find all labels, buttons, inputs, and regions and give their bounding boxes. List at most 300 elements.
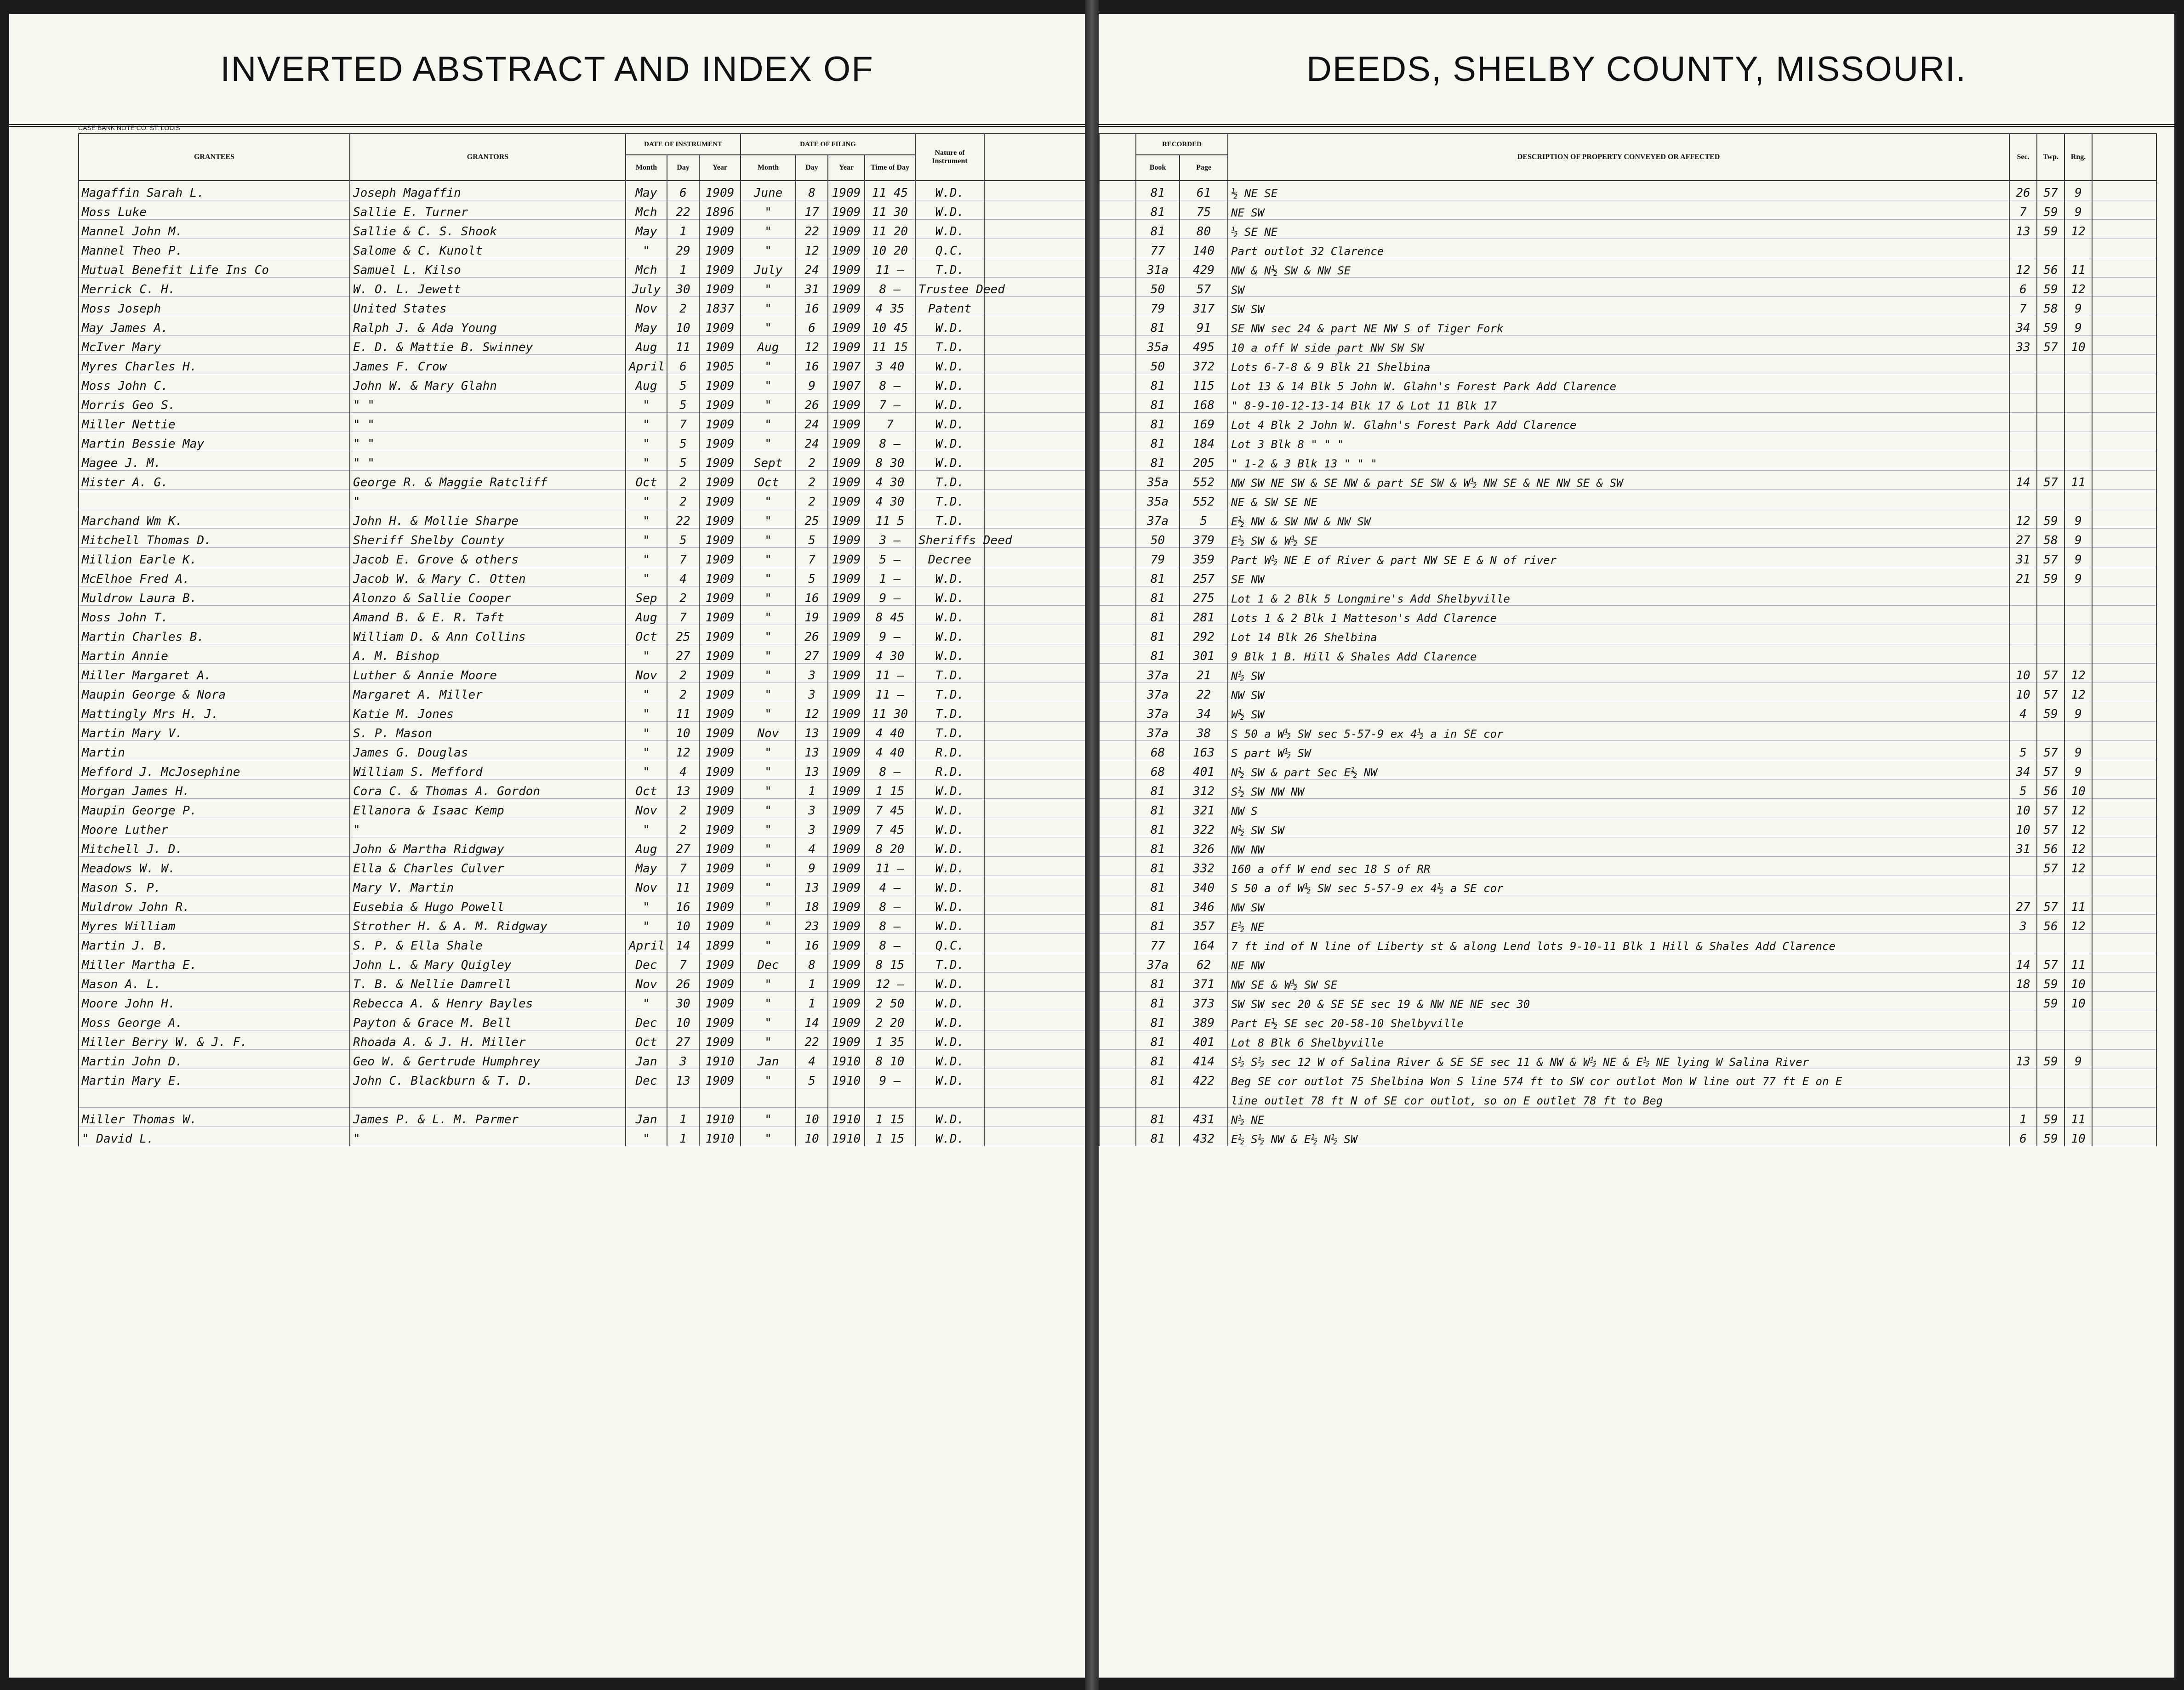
- table-row: [1099, 1069, 2156, 1088]
- cell-nature: T.D.: [915, 490, 984, 509]
- cell-blank: [2092, 973, 2156, 992]
- table-row: [1099, 413, 2156, 432]
- cell-fm: ": [741, 837, 796, 857]
- cell-id: 10: [667, 1011, 699, 1030]
- col-right-margin: [2092, 134, 2156, 181]
- cell-rng: 12: [2064, 818, 2092, 837]
- cell-fm: ": [741, 915, 796, 934]
- cell-rng: 10: [2064, 1127, 2092, 1146]
- cell-fy: 1909: [828, 239, 865, 258]
- cell-twp: [2037, 876, 2064, 895]
- cell-id: 7: [667, 548, 699, 567]
- printer-mark: CASE BANK NOTE CO. ST. LOUIS: [78, 124, 180, 131]
- cell-page: 371: [1180, 973, 1228, 992]
- cell-twp: [2037, 722, 2064, 741]
- col-file-month: Month: [741, 155, 796, 181]
- col-right-spacer: [1099, 134, 1136, 181]
- cell-iy: 1909: [699, 374, 741, 393]
- cell-book: 81: [1136, 857, 1180, 876]
- cell-blank: [1099, 1108, 1136, 1127]
- cell-nature: W.D.: [915, 973, 984, 992]
- cell-page: 401: [1180, 760, 1228, 780]
- cell-nature: W.D.: [915, 220, 984, 239]
- cell-page: 414: [1180, 1050, 1228, 1069]
- table-row: [79, 1127, 1085, 1146]
- cell-id: 25: [667, 625, 699, 644]
- cell-fd: 12: [796, 239, 828, 258]
- cell-book: 81: [1136, 567, 1180, 586]
- table-row: [79, 953, 1085, 973]
- cell-blank: [1099, 1127, 1136, 1146]
- cell-rng: [2064, 393, 2092, 413]
- cell-iy: 1909: [699, 567, 741, 586]
- cell-fd: 24: [796, 432, 828, 451]
- cell-blank: [1099, 1050, 1136, 1069]
- cell-fm: ": [741, 239, 796, 258]
- cell-nature: T.D.: [915, 702, 984, 722]
- cell-twp: 59: [2037, 1050, 2064, 1069]
- cell-fm: ": [741, 200, 796, 220]
- cell-fy: 1909: [828, 548, 865, 567]
- cell-page: 169: [1180, 413, 1228, 432]
- cell-ft: 8 30: [865, 451, 915, 471]
- cell-sec: [2009, 606, 2037, 625]
- cell-desc: Part outlot 32 Clarence: [1228, 239, 2009, 258]
- col-inst-year: Year: [699, 155, 741, 181]
- cell-blank: [1099, 799, 1136, 818]
- cell-id: 1: [667, 1127, 699, 1146]
- cell-page: 281: [1180, 606, 1228, 625]
- cell-rng: 10: [2064, 973, 2092, 992]
- cell-nature: Decree: [915, 548, 984, 567]
- cell-blank: [984, 760, 1085, 780]
- cell-rng: [2064, 644, 2092, 664]
- cell-grantor: W. O. L. Jewett: [350, 278, 626, 297]
- cell-ft: 8 –: [865, 915, 915, 934]
- cell-book: 81: [1136, 1030, 1180, 1050]
- cell-blank: [1099, 181, 1136, 200]
- table-row: [79, 1030, 1085, 1050]
- cell-fy: 1909: [828, 258, 865, 278]
- cell-fy: 1909: [828, 471, 865, 490]
- cell-nature: W.D.: [915, 625, 984, 644]
- cell-twp: 59: [2037, 200, 2064, 220]
- cell-fy: 1910: [828, 1108, 865, 1127]
- table-row: [1099, 722, 2156, 741]
- table-row: [1099, 393, 2156, 413]
- cell-grantee: Merrick C. H.: [79, 278, 350, 297]
- cell-id: 27: [667, 837, 699, 857]
- cell-blank: [984, 973, 1085, 992]
- cell-im: Jan: [626, 1050, 667, 1069]
- cell-grantee: Martin: [79, 741, 350, 760]
- cell-id: 5: [667, 374, 699, 393]
- cell-sec: 10: [2009, 683, 2037, 702]
- cell-blank: [2092, 606, 2156, 625]
- cell-id: 2: [667, 683, 699, 702]
- col-inst-day: Day: [667, 155, 699, 181]
- cell-grantor: John & Martha Ridgway: [350, 837, 626, 857]
- table-row: [1099, 780, 2156, 799]
- cell-fm: ": [741, 548, 796, 567]
- cell-iy: 1905: [699, 355, 741, 374]
- cell-fd: 4: [796, 1050, 828, 1069]
- cell-iy: 1909: [699, 857, 741, 876]
- right-page: [1099, 14, 2174, 1678]
- cell-iy: 1909: [699, 336, 741, 355]
- cell-rng: [2064, 606, 2092, 625]
- cell-book: 81: [1136, 837, 1180, 857]
- cell-ft: 4 –: [865, 876, 915, 895]
- cell-book: 77: [1136, 239, 1180, 258]
- cell-twp: [2037, 413, 2064, 432]
- cell-book: 68: [1136, 741, 1180, 760]
- cell-book: 81: [1136, 413, 1180, 432]
- cell-grantee: Martin John D.: [79, 1050, 350, 1069]
- cell-ft: 8 15: [865, 953, 915, 973]
- cell-ft: [865, 1088, 915, 1108]
- cell-blank: [2092, 837, 2156, 857]
- cell-blank: [984, 432, 1085, 451]
- cell-page: 422: [1180, 1069, 1228, 1088]
- cell-rng: 11: [2064, 471, 2092, 490]
- cell-page: 257: [1180, 567, 1228, 586]
- cell-blank: [1099, 644, 1136, 664]
- cell-desc: N½ SW & part Sec E½ NW: [1228, 760, 2009, 780]
- cell-fy: 1909: [828, 683, 865, 702]
- cell-book: 81: [1136, 1069, 1180, 1088]
- cell-blank: [984, 258, 1085, 278]
- cell-page: 205: [1180, 451, 1228, 471]
- cell-sec: 33: [2009, 336, 2037, 355]
- cell-fy: [828, 1088, 865, 1108]
- cell-book: 81: [1136, 432, 1180, 451]
- cell-ft: 9 –: [865, 625, 915, 644]
- cell-blank: [2092, 316, 2156, 336]
- cell-twp: [2037, 355, 2064, 374]
- table-row: [79, 297, 1085, 316]
- cell-fm: ": [741, 393, 796, 413]
- cell-fy: 1909: [828, 200, 865, 220]
- cell-twp: [2037, 393, 2064, 413]
- cell-im: Aug: [626, 837, 667, 857]
- cell-rng: 12: [2064, 664, 2092, 683]
- cell-ft: 4 40: [865, 741, 915, 760]
- cell-fd: 3: [796, 683, 828, 702]
- table-row: [1099, 1011, 2156, 1030]
- cell-rng: [2064, 239, 2092, 258]
- cell-im: ": [626, 760, 667, 780]
- cell-grantor: Alonzo & Sallie Cooper: [350, 586, 626, 606]
- cell-blank: [2092, 1011, 2156, 1030]
- cell-sec: [2009, 1030, 2037, 1050]
- cell-fd: 14: [796, 1011, 828, 1030]
- cell-blank: [1099, 336, 1136, 355]
- cell-ft: 9 –: [865, 1069, 915, 1088]
- table-row: [1099, 432, 2156, 451]
- cell-nature: T.D.: [915, 722, 984, 741]
- cell-blank: [984, 220, 1085, 239]
- cell-sec: [2009, 393, 2037, 413]
- cell-blank: [2092, 432, 2156, 451]
- cell-twp: [2037, 586, 2064, 606]
- cell-grantor: Jacob E. Grove & others: [350, 548, 626, 567]
- cell-fy: 1909: [828, 876, 865, 895]
- cell-fd: 8: [796, 181, 828, 200]
- cell-blank: [984, 586, 1085, 606]
- cell-page: 432: [1180, 1127, 1228, 1146]
- cell-fm: ": [741, 1127, 796, 1146]
- cell-fy: 1909: [828, 895, 865, 915]
- cell-iy: 1909: [699, 278, 741, 297]
- cell-iy: 1909: [699, 915, 741, 934]
- cell-im: Oct: [626, 780, 667, 799]
- cell-id: 2: [667, 297, 699, 316]
- cell-blank: [984, 1127, 1085, 1146]
- cell-id: 29: [667, 239, 699, 258]
- cell-im: ": [626, 915, 667, 934]
- cell-ft: 7 –: [865, 393, 915, 413]
- cell-blank: [984, 490, 1085, 509]
- cell-twp: 56: [2037, 258, 2064, 278]
- cell-fm: ": [741, 1069, 796, 1088]
- cell-desc: N½ SW: [1228, 664, 2009, 683]
- cell-rng: 9: [2064, 509, 2092, 529]
- cell-fy: 1909: [828, 702, 865, 722]
- cell-iy: 1909: [699, 1011, 741, 1030]
- table-row: [79, 529, 1085, 548]
- cell-blank: [984, 741, 1085, 760]
- cell-fm: ": [741, 895, 796, 915]
- cell-desc: 9 Blk 1 B. Hill & Shales Add Clarence: [1228, 644, 2009, 664]
- cell-fy: 1909: [828, 799, 865, 818]
- cell-fy: 1909: [828, 393, 865, 413]
- table-row: [1099, 239, 2156, 258]
- cell-blank: [984, 1108, 1085, 1127]
- cell-blank: [2092, 953, 2156, 973]
- cell-page: 301: [1180, 644, 1228, 664]
- left-page-title: INVERTED ABSTRACT AND INDEX OF: [9, 14, 1085, 127]
- cell-page: 34: [1180, 702, 1228, 722]
- table-row: [79, 1050, 1085, 1069]
- cell-page: 552: [1180, 490, 1228, 509]
- table-row: [79, 1069, 1085, 1088]
- cell-twp: 59: [2037, 509, 2064, 529]
- cell-desc: Lot 8 Blk 6 Shelbyville: [1228, 1030, 2009, 1050]
- cell-fm: ": [741, 355, 796, 374]
- cell-desc: SW SW: [1228, 297, 2009, 316]
- cell-fm: ": [741, 220, 796, 239]
- cell-desc: ½ SE NE: [1228, 220, 2009, 239]
- cell-fm: ": [741, 664, 796, 683]
- col-twp: Twp.: [2037, 134, 2064, 181]
- cell-id: 6: [667, 355, 699, 374]
- cell-desc: SE NW: [1228, 567, 2009, 586]
- table-row: [1099, 1127, 2156, 1146]
- cell-im: ": [626, 683, 667, 702]
- cell-twp: [2037, 644, 2064, 664]
- cell-fy: 1909: [828, 644, 865, 664]
- cell-grantor: S. P. & Ella Shale: [350, 934, 626, 953]
- cell-blank: [1099, 374, 1136, 393]
- cell-grantee: Miller Margaret A.: [79, 664, 350, 683]
- cell-fd: 13: [796, 741, 828, 760]
- table-row: [79, 355, 1085, 374]
- cell-ft: 8 10: [865, 1050, 915, 1069]
- table-row: [1099, 741, 2156, 760]
- cell-blank: [2092, 1108, 2156, 1127]
- cell-book: 81: [1136, 1011, 1180, 1030]
- cell-id: 6: [667, 181, 699, 200]
- cell-nature: Trustee Deed: [915, 278, 984, 297]
- cell-page: 359: [1180, 548, 1228, 567]
- cell-fy: 1909: [828, 857, 865, 876]
- cell-fy: 1909: [828, 741, 865, 760]
- cell-grantee: Moore John H.: [79, 992, 350, 1011]
- cell-ft: 9 –: [865, 586, 915, 606]
- cell-fy: 1909: [828, 992, 865, 1011]
- col-date-of-instrument: DATE OF INSTRUMENT: [626, 134, 741, 155]
- cell-id: 11: [667, 702, 699, 722]
- cell-sec: 5: [2009, 741, 2037, 760]
- cell-page: 312: [1180, 780, 1228, 799]
- cell-im: ": [626, 393, 667, 413]
- cell-im: ": [626, 529, 667, 548]
- table-row: [1099, 606, 2156, 625]
- table-row: [1099, 837, 2156, 857]
- cell-iy: 1909: [699, 490, 741, 509]
- cell-im: ": [626, 432, 667, 451]
- cell-fm: ": [741, 780, 796, 799]
- cell-blank: [1099, 432, 1136, 451]
- cell-page: 346: [1180, 895, 1228, 915]
- cell-grantor: Rebecca A. & Henry Bayles: [350, 992, 626, 1011]
- cell-iy: 1909: [699, 239, 741, 258]
- cell-fy: 1909: [828, 780, 865, 799]
- cell-rng: 9: [2064, 200, 2092, 220]
- cell-ft: 10 20: [865, 239, 915, 258]
- cell-rng: 10: [2064, 992, 2092, 1011]
- cell-book: 81: [1136, 625, 1180, 644]
- cell-desc: " 8-9-10-12-13-14 Blk 17 & Lot 11 Blk 17: [1228, 393, 2009, 413]
- cell-fy: 1909: [828, 586, 865, 606]
- cell-im: ": [626, 413, 667, 432]
- cell-desc: Lot 3 Blk 8 " " ": [1228, 432, 2009, 451]
- cell-ft: 1 35: [865, 1030, 915, 1050]
- cell-grantor: William S. Mefford: [350, 760, 626, 780]
- cell-iy: 1910: [699, 1108, 741, 1127]
- cell-iy: 1909: [699, 780, 741, 799]
- cell-ft: 1 –: [865, 567, 915, 586]
- cell-im: May: [626, 316, 667, 336]
- cell-fd: 13: [796, 876, 828, 895]
- cell-book: 50: [1136, 278, 1180, 297]
- cell-iy: 1909: [699, 837, 741, 857]
- col-date-of-filing: DATE OF FILING: [741, 134, 915, 155]
- cell-sec: 21: [2009, 567, 2037, 586]
- cell-iy: 1909: [699, 413, 741, 432]
- col-spacer: [984, 134, 1085, 181]
- cell-im: ": [626, 239, 667, 258]
- cell-desc: 160 a off W end sec 18 S of RR: [1228, 857, 2009, 876]
- cell-nature: W.D.: [915, 1030, 984, 1050]
- cell-desc: Part E½ SE sec 20-58-10 Shelbyville: [1228, 1011, 2009, 1030]
- table-row: [1099, 857, 2156, 876]
- cell-blank: [2092, 760, 2156, 780]
- cell-iy: 1909: [699, 181, 741, 200]
- cell-ft: 8 45: [865, 606, 915, 625]
- cell-page: 322: [1180, 818, 1228, 837]
- cell-fd: 16: [796, 934, 828, 953]
- cell-sec: 13: [2009, 1050, 2037, 1069]
- cell-fd: 5: [796, 529, 828, 548]
- cell-page: 140: [1180, 239, 1228, 258]
- cell-im: ": [626, 567, 667, 586]
- cell-grantor: Mary V. Martin: [350, 876, 626, 895]
- cell-id: 30: [667, 278, 699, 297]
- cell-book: 79: [1136, 297, 1180, 316]
- table-row: [1099, 1030, 2156, 1050]
- table-row: [1099, 625, 2156, 644]
- cell-fm: ": [741, 567, 796, 586]
- cell-iy: 1910: [699, 1050, 741, 1069]
- cell-iy: 1909: [699, 316, 741, 336]
- cell-blank: [984, 1030, 1085, 1050]
- cell-blank: [984, 876, 1085, 895]
- cell-fy: 1909: [828, 1030, 865, 1050]
- cell-blank: [984, 355, 1085, 374]
- cell-page: 357: [1180, 915, 1228, 934]
- cell-page: 168: [1180, 393, 1228, 413]
- table-row: [79, 586, 1085, 606]
- cell-iy: 1909: [699, 722, 741, 741]
- cell-iy: 1909: [699, 895, 741, 915]
- cell-nature: W.D.: [915, 1069, 984, 1088]
- cell-fd: 2: [796, 471, 828, 490]
- cell-sec: 13: [2009, 220, 2037, 239]
- cell-id: 2: [667, 490, 699, 509]
- cell-grantor: " ": [350, 393, 626, 413]
- cell-page: 332: [1180, 857, 1228, 876]
- cell-blank: [2092, 567, 2156, 586]
- cell-fy: 1909: [828, 973, 865, 992]
- cell-blank: [2092, 278, 2156, 297]
- cell-page: 340: [1180, 876, 1228, 895]
- cell-iy: 1909: [699, 548, 741, 567]
- cell-desc: W½ SW: [1228, 702, 2009, 722]
- cell-ft: 11 30: [865, 702, 915, 722]
- table-row: [79, 181, 1085, 200]
- table-row: [1099, 200, 2156, 220]
- cell-sec: 31: [2009, 837, 2037, 857]
- cell-blank: [2092, 915, 2156, 934]
- cell-grantor: William D. & Ann Collins: [350, 625, 626, 644]
- table-row: [79, 625, 1085, 644]
- cell-im: ": [626, 490, 667, 509]
- cell-blank: [2092, 490, 2156, 509]
- cell-nature: W.D.: [915, 857, 984, 876]
- cell-book: 37a: [1136, 953, 1180, 973]
- cell-sec: [2009, 355, 2037, 374]
- cell-blank: [984, 837, 1085, 857]
- cell-iy: 1899: [699, 934, 741, 953]
- cell-iy: 1909: [699, 471, 741, 490]
- cell-ft: 7 45: [865, 799, 915, 818]
- cell-blank: [2092, 1088, 2156, 1108]
- table-row: [1099, 509, 2156, 529]
- cell-book: 35a: [1136, 336, 1180, 355]
- cell-grantor: James P. & L. M. Parmer: [350, 1108, 626, 1127]
